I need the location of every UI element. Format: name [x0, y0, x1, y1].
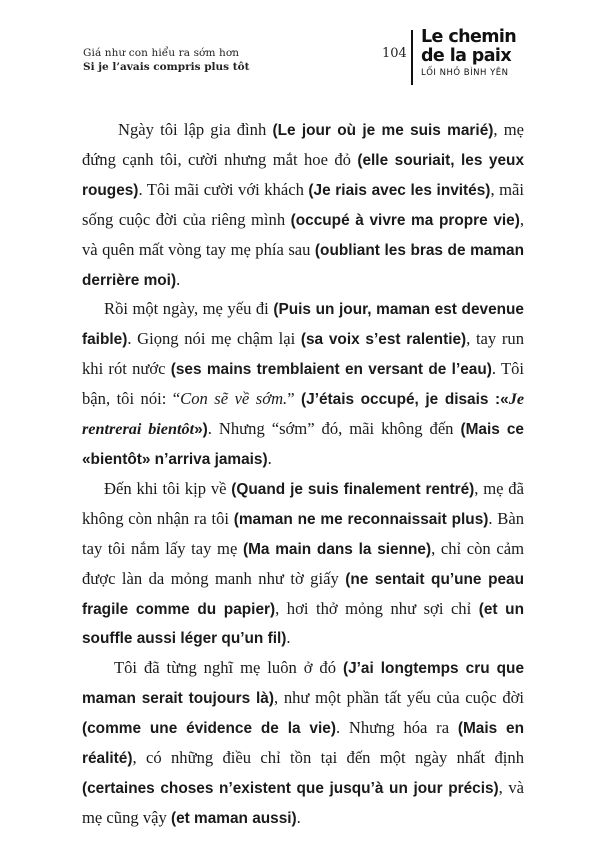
text: , như một phần tất yếu của cuộc đời [273, 688, 524, 708]
brand-title-line1: Le chemin [421, 27, 517, 47]
french-gloss-part: (J’étais occupé, je disais :« [301, 391, 509, 409]
running-title [83, 46, 249, 74]
brand-subtitle: LỐI NHỎ BÌNH YÊN [421, 68, 509, 78]
page-header [0, 27, 600, 90]
french-gloss: (sa voix s’est ralentie) [300, 331, 467, 349]
text: , mãi sống cuộc đời của riêng mình [82, 179, 524, 229]
text: Rồi một ngày, mẹ yếu đi [104, 299, 274, 319]
paragraph-4 [82, 654, 524, 833]
page-number: 104 [382, 46, 407, 61]
text: Đến khi tôi kịp về [104, 478, 232, 498]
french-gloss: (J’ai longtemps cru que maman serait toujours là) [82, 660, 525, 708]
french-gloss: (Quand je suis finalement rentré) [231, 480, 475, 498]
text: , hơi thở mỏng như sợi chỉ [275, 598, 479, 618]
paragraph-1 [82, 116, 524, 295]
text: . [267, 448, 272, 468]
running-title-vietnamese: Giá như con hiểu ra sớm hơn [83, 47, 240, 59]
text: ” [287, 389, 302, 409]
brand-title-line2: de la paix [421, 46, 512, 66]
text: . Giọng nói mẹ chậm lại [127, 329, 301, 349]
french-gloss: (ne sentait qu’une peau fragile comme du papier) [82, 570, 524, 618]
french-gloss: (Je riais avec les invités) [308, 181, 491, 199]
french-gloss: (Mais en réalité) [82, 720, 525, 768]
french-gloss: (et maman aussi) [170, 809, 297, 827]
french-gloss: (oubliant les bras de maman derrière moi) [82, 241, 524, 289]
header-divider [411, 30, 413, 85]
french-gloss: (et un souffle aussi léger qu’un fil) [82, 600, 524, 648]
french-gloss: (ses mains tremblaient en versant de l’eau) [170, 361, 492, 379]
book-brand-logo [421, 28, 516, 79]
body-text [82, 116, 524, 834]
text: , và mẹ cũng vậy [82, 777, 524, 827]
text: , chỉ còn cảm được làn da mỏng manh như tờ giấy [82, 538, 524, 588]
french-gloss-part: ») [194, 421, 208, 439]
text: . Tôi mãi cười với khách [138, 179, 309, 199]
text: . [296, 807, 301, 827]
text: , mẹ đã không còn nhận ra tôi [82, 478, 524, 528]
text: , mẹ đứng cạnh tôi, cười nhưng mắt hoe đỏ [82, 120, 525, 169]
text: . [176, 269, 181, 289]
paragraph-3 [82, 475, 524, 654]
text: . Nhưng hóa ra [335, 718, 458, 738]
french-gloss: (comme une évidence de la vie) [82, 720, 336, 738]
quoted-speech: Con sẽ về sớm. [180, 389, 288, 409]
text: Tôi đã từng nghĩ mẹ luôn ở đó [114, 658, 343, 678]
text: , tay run khi rót nước [82, 329, 524, 379]
text: , và quên mất vòng tay mẹ phía sau [82, 209, 524, 259]
text: , có những điều chỉ tồn tại đến một ngày nhất định [132, 748, 524, 768]
text: . Bàn tay tôi nắm lấy tay mẹ [82, 508, 524, 558]
french-gloss: (occupé à vivre ma propre vie) [290, 211, 520, 229]
running-title-french: Si je l’avais compris plus tôt [83, 61, 250, 73]
french-gloss: (certaines choses n’existent que jusqu’à un jour précis) [82, 779, 499, 797]
french-gloss: (Mais ce «bientôt» n’arriva jamais) [82, 421, 524, 468]
text: Ngày tôi lập gia đình [118, 120, 273, 139]
text: . Tôi bận, tôi nói: “ [82, 359, 524, 409]
french-gloss: (maman ne me reconnaissait plus) [233, 510, 489, 528]
french-gloss: (Puis un jour, maman est devenue faible) [82, 301, 524, 349]
french-gloss: (Le jour où je me suis marié) [272, 122, 494, 139]
french-quoted-speech: Je rentrerai bientôt [82, 390, 524, 439]
text: . [286, 628, 291, 648]
french-gloss: (Ma main dans la sienne) [242, 540, 432, 558]
text: . Nhưng “sớm” đó, mãi không đến [207, 419, 461, 439]
paragraph-2 [82, 295, 524, 474]
french-gloss: (elle souriait, les yeux rouges) [82, 151, 525, 199]
